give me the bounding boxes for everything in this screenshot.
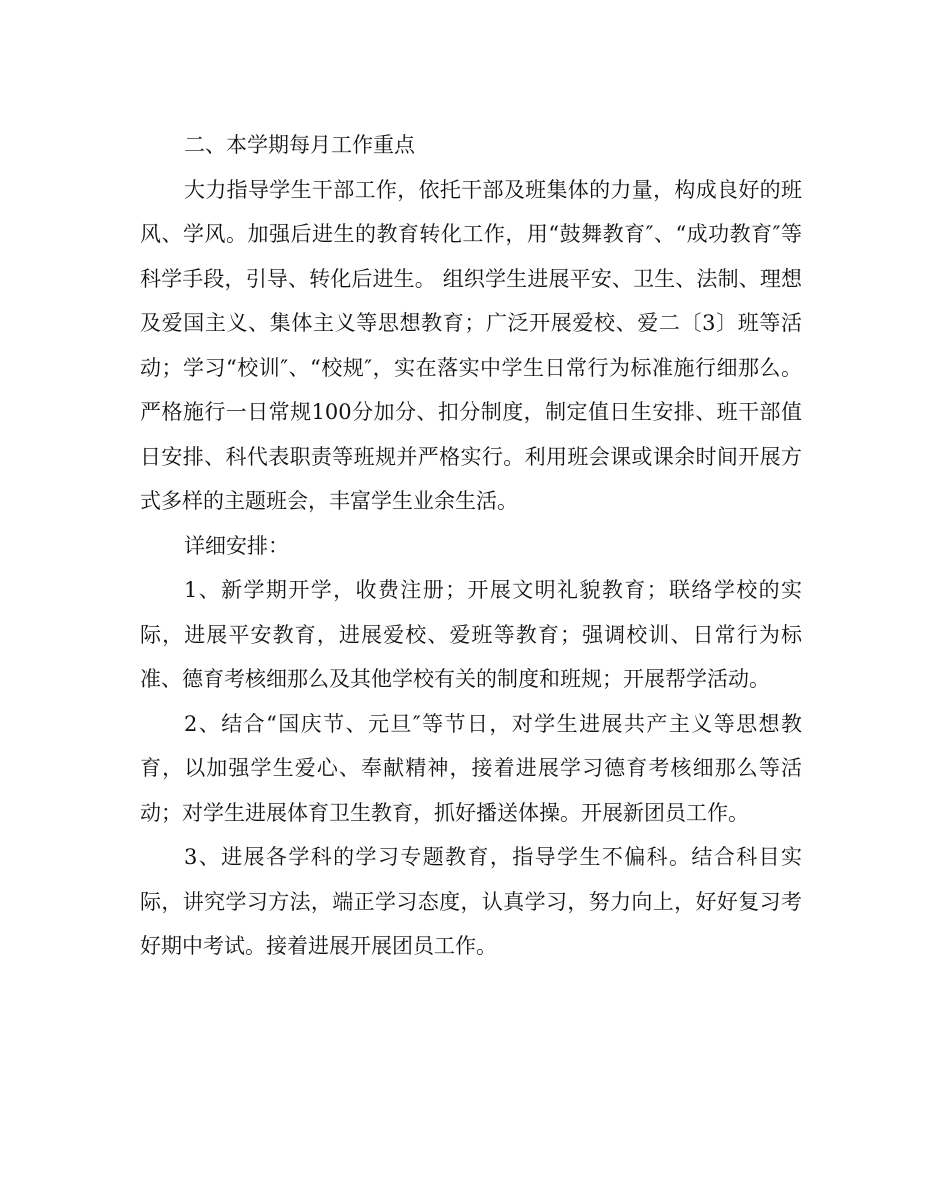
paragraph-detail-heading: 详细安排： bbox=[184, 533, 289, 558]
section-heading: 二、本学期每月工作重点 bbox=[184, 133, 415, 157]
paragraph-item-2: 2、结合“国庆节、元旦″等节日，对学生进展共产主义等思想教育，以加强学生爱心、奉献精神，接着进展学习德育考核细那么等活动；对学生进展体育卫生教育，抓好播送体操。开展新团员工作。 bbox=[140, 711, 802, 825]
paragraph-item-1: 1、新学期开学，收费注册；开展文明礼貌教育；联络学校的实际，进展平安教育，进展爱校、爱班等教育；强调校训、日常行为标准、德育考核细那么及其他学校有关的制度和班规；开展帮学活动。 bbox=[140, 578, 802, 691]
paragraph-item-3: 3、进展各学科的学习专题教育，指导学生不偏科。结合科目实际，讲究学习方法，端正学习态度，认真学习，努力向上，好好复习考好期中考试。接着进展开展团员工作。 bbox=[140, 845, 802, 958]
document-body bbox=[140, 123, 802, 969]
paragraph-overview: 大力指导学生干部工作，依托干部及班集体的力量，构成良好的班风、学风。加强后进生的教育转化工作，用“鼓舞教育″、“成功教育″等科学手段，引导、转化后进生。 组织学生进展平安、卫生、法制、理想及爱国主义、集体主义等思想教育；广泛开展爱校、爱二〔3〕班等活动；学习“校训″、“校规″，实在落实中学生日常行为标准施行细那么。 严格施行一日常规100分加分、扣分制度，制定值日生安排、班干部值日安排、科代表职责等班规并严格实行。利用班会课或课余时间开展方式多样的主题班会，丰富学生业余生活。 bbox=[140, 177, 802, 513]
